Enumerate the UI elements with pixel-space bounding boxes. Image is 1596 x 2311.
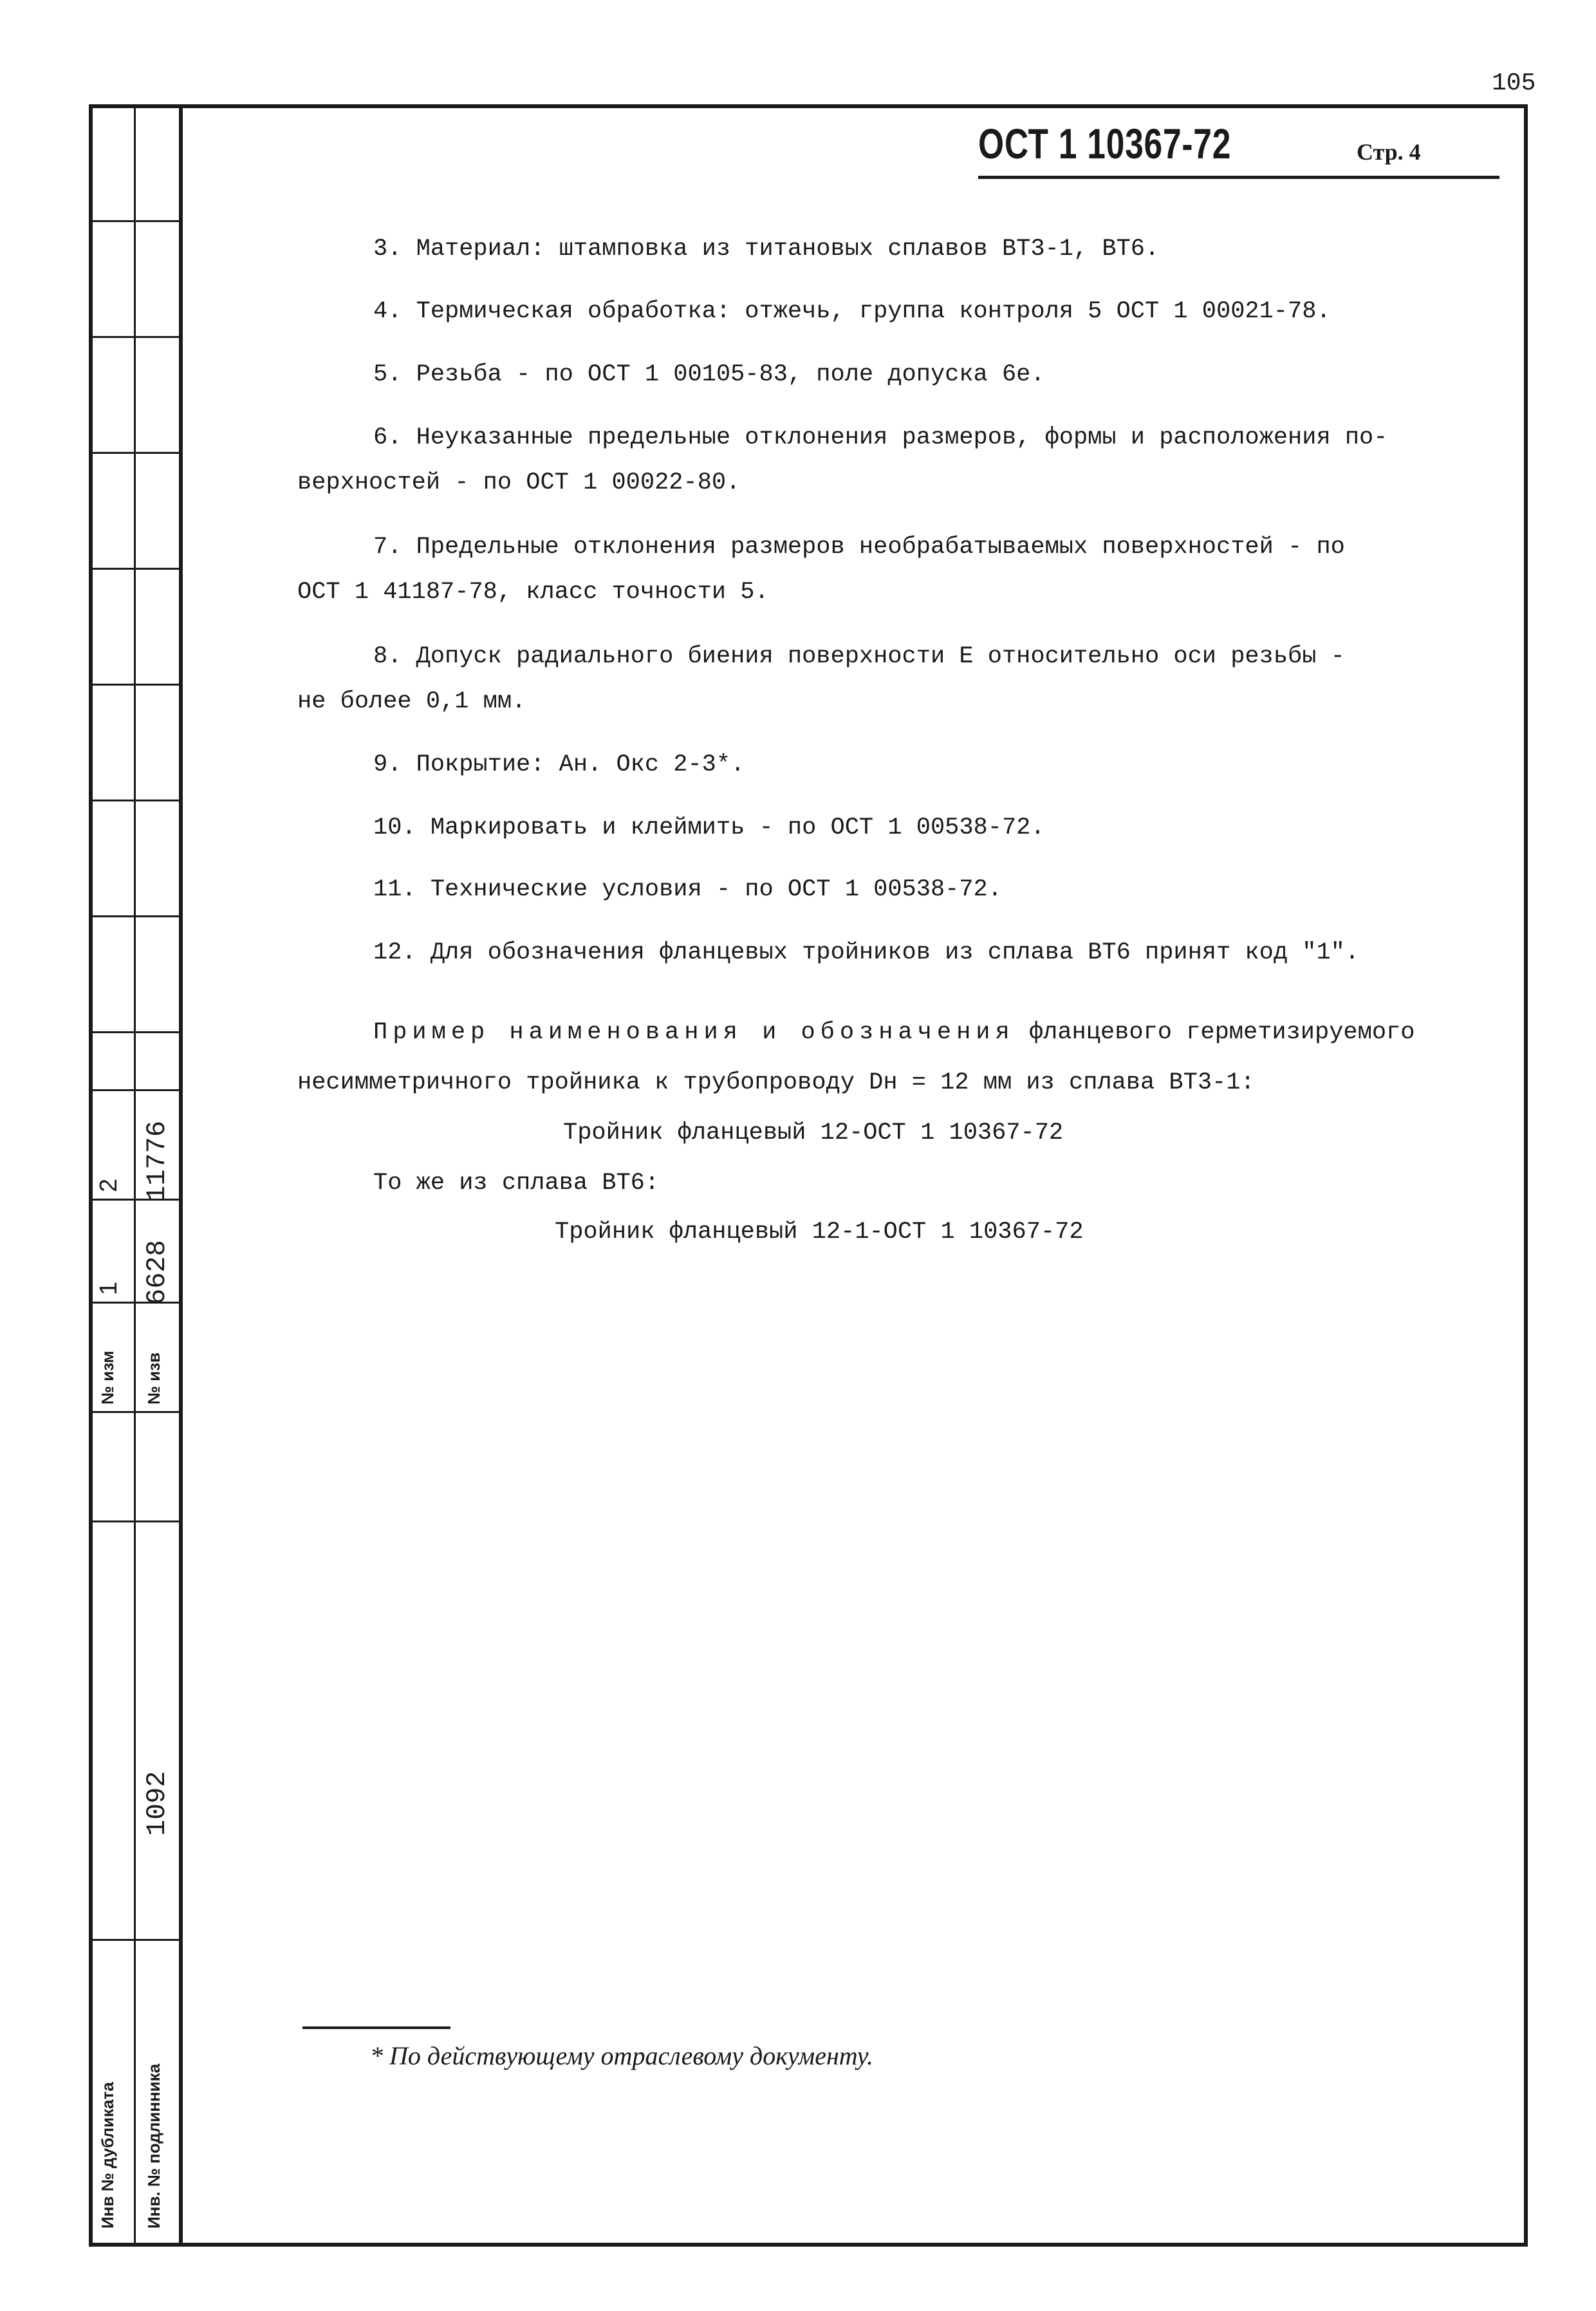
strip-grid-line <box>89 915 179 917</box>
notice-number-2: 11776 <box>142 1120 172 1202</box>
strip-grid-line <box>89 336 179 338</box>
item-6-line-1: 6. Неуказанные предельные отклонения размеров, формы и расположения по- <box>373 424 1388 451</box>
original-inventory-number: 1092 <box>142 1771 172 1836</box>
strip-grid-line <box>89 452 179 454</box>
item-7-line-2: ОСТ 1 41187-78, класс точности 5. <box>297 579 769 606</box>
same-alloy-line: То же из сплава ВТ6: <box>373 1170 660 1197</box>
revision-strip <box>89 104 183 2247</box>
strip-grid-line <box>89 1089 179 1091</box>
original-inventory-label: Инв. № подлинника <box>144 2063 163 2229</box>
page-label: Стр. 4 <box>1357 139 1421 165</box>
strip-grid-line <box>89 1520 179 1522</box>
example-spaced-lead: Пример наименования и обозначения <box>373 1019 1015 1046</box>
page-header <box>978 119 1499 183</box>
notice-no-label: № изв <box>144 1352 163 1405</box>
item-6-line-2: верхностей - по ОСТ 1 00022-80. <box>297 469 741 496</box>
strip-grid-line <box>89 1411 179 1413</box>
example-line-2: несимметричного тройника к трубопроводу Dн = 12 мм из сплава ВТ3-1: <box>297 1069 1255 1096</box>
strip-grid-line <box>89 684 179 686</box>
item-3: 3. Материал: штамповка из титановых сплавов ВТ3-1, ВТ6. <box>373 236 1160 263</box>
strip-grid-line <box>89 1031 179 1033</box>
sheet-number: 105 <box>1492 70 1536 97</box>
strip-grid-line <box>89 220 179 222</box>
strip-divider <box>134 104 136 2247</box>
example-line-1 <box>373 1018 1415 1047</box>
header-underline <box>978 176 1499 179</box>
item-4: 4. Термическая обработка: отжечь, группа контроля 5 ОСТ 1 00021-78. <box>373 298 1331 325</box>
item-9: 9. Покрытие: Ан. Окс 2-3*. <box>373 751 745 778</box>
footnote-separator <box>302 2026 450 2029</box>
strip-grid-line <box>89 568 179 570</box>
duplicate-inventory-label: Инв № дубликата <box>98 2082 117 2229</box>
document-code: ОСТ 1 10367-72 <box>978 120 1232 167</box>
rev-no-label: № изм <box>98 1351 117 1405</box>
item-10: 10. Маркировать и клеймить - по ОСТ 1 00538-72. <box>373 814 1045 841</box>
footnote: * По действующему отраслевому документу. <box>370 2041 873 2070</box>
rev-number-1: 1 <box>95 1281 122 1295</box>
designation-2: Тройник фланцевый 12-1-ОСТ 1 10367-72 <box>555 1219 1084 1246</box>
item-11: 11. Технические условия - по ОСТ 1 00538-72. <box>373 876 1002 903</box>
rev-number-2: 2 <box>95 1178 122 1192</box>
example-line-1-rest: фланцевого герметизируемого <box>1014 1019 1415 1046</box>
strip-grid-line <box>89 1939 179 1941</box>
item-8-line-1: 8. Допуск радиального биения поверхности Е относительно оси резьбы - <box>373 643 1345 670</box>
item-7-line-1: 7. Предельные отклонения размеров необрабатываемых поверхностей - по <box>373 534 1345 561</box>
designation-1: Тройник фланцевый 12-ОСТ 1 10367-72 <box>563 1119 1064 1146</box>
item-5: 5. Резьба - по ОСТ 1 00105-83, поле допуска 6е. <box>373 361 1045 388</box>
strip-grid-line <box>89 800 179 801</box>
item-12: 12. Для обозначения фланцевых тройников из сплава ВТ6 принят код "1". <box>373 939 1360 966</box>
item-8-line-2: не более 0,1 мм. <box>297 688 526 715</box>
notice-number-1: 6628 <box>142 1240 172 1305</box>
